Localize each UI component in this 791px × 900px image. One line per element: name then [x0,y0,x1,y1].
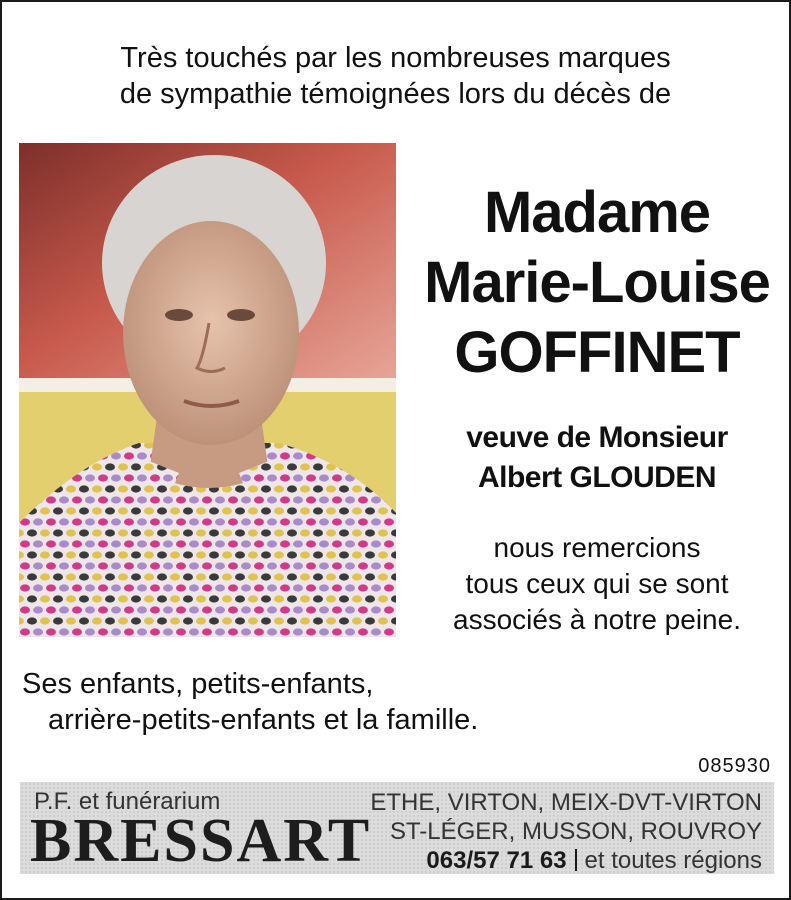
deceased-surname: GOFFINET [454,320,740,385]
portrait-photo [19,143,396,637]
portrait-illustration [19,143,396,637]
funeral-home-name: BRESSART [30,807,372,875]
deceased-first-names: Marie-Louise [424,250,770,315]
funeral-home-phone: 063/57 71 63 [426,847,567,874]
family-line-1: Ses enfants, petits-enfants, [22,668,374,700]
widow-of-line-1: veuve de Monsieur [466,421,728,454]
reference-number: 085930 [698,755,771,777]
funeral-home-banner [20,782,774,874]
funeral-home-regions: et toutes régions [584,847,762,874]
thanks-text [412,530,782,638]
funeral-home-phone-line [370,846,762,875]
deceased-name [412,178,782,388]
widow-of [412,418,782,498]
funeral-home-locations-2: ST-LÉGER, MUSSON, ROUVROY [389,818,762,845]
thanks-line-1: nous remercions [493,532,701,563]
thanks-line-2: tous ceux qui se sont [465,568,729,599]
funeral-home-contact [370,788,762,875]
intro-line-2: de sympathie témoignées lors du décès de [119,78,672,110]
widow-of-line-2: Albert GLOUDEN [477,461,716,494]
family-signature [22,666,622,738]
intro-text [0,40,791,112]
separator-bar [575,849,577,871]
deceased-title: Madame [483,180,711,245]
funeral-home-subtitle: P.F. et funérarium [34,788,221,815]
thanks-line-3: associés à notre peine. [453,604,741,635]
intro-line-1: Très touchés par les nombreuses marques [120,42,671,74]
funeral-home-locations-1: ETHE, VIRTON, MEIX-DVT-VIRTON [370,789,762,816]
family-line-2: arrière-petits-enfants et la famille. [48,704,479,736]
